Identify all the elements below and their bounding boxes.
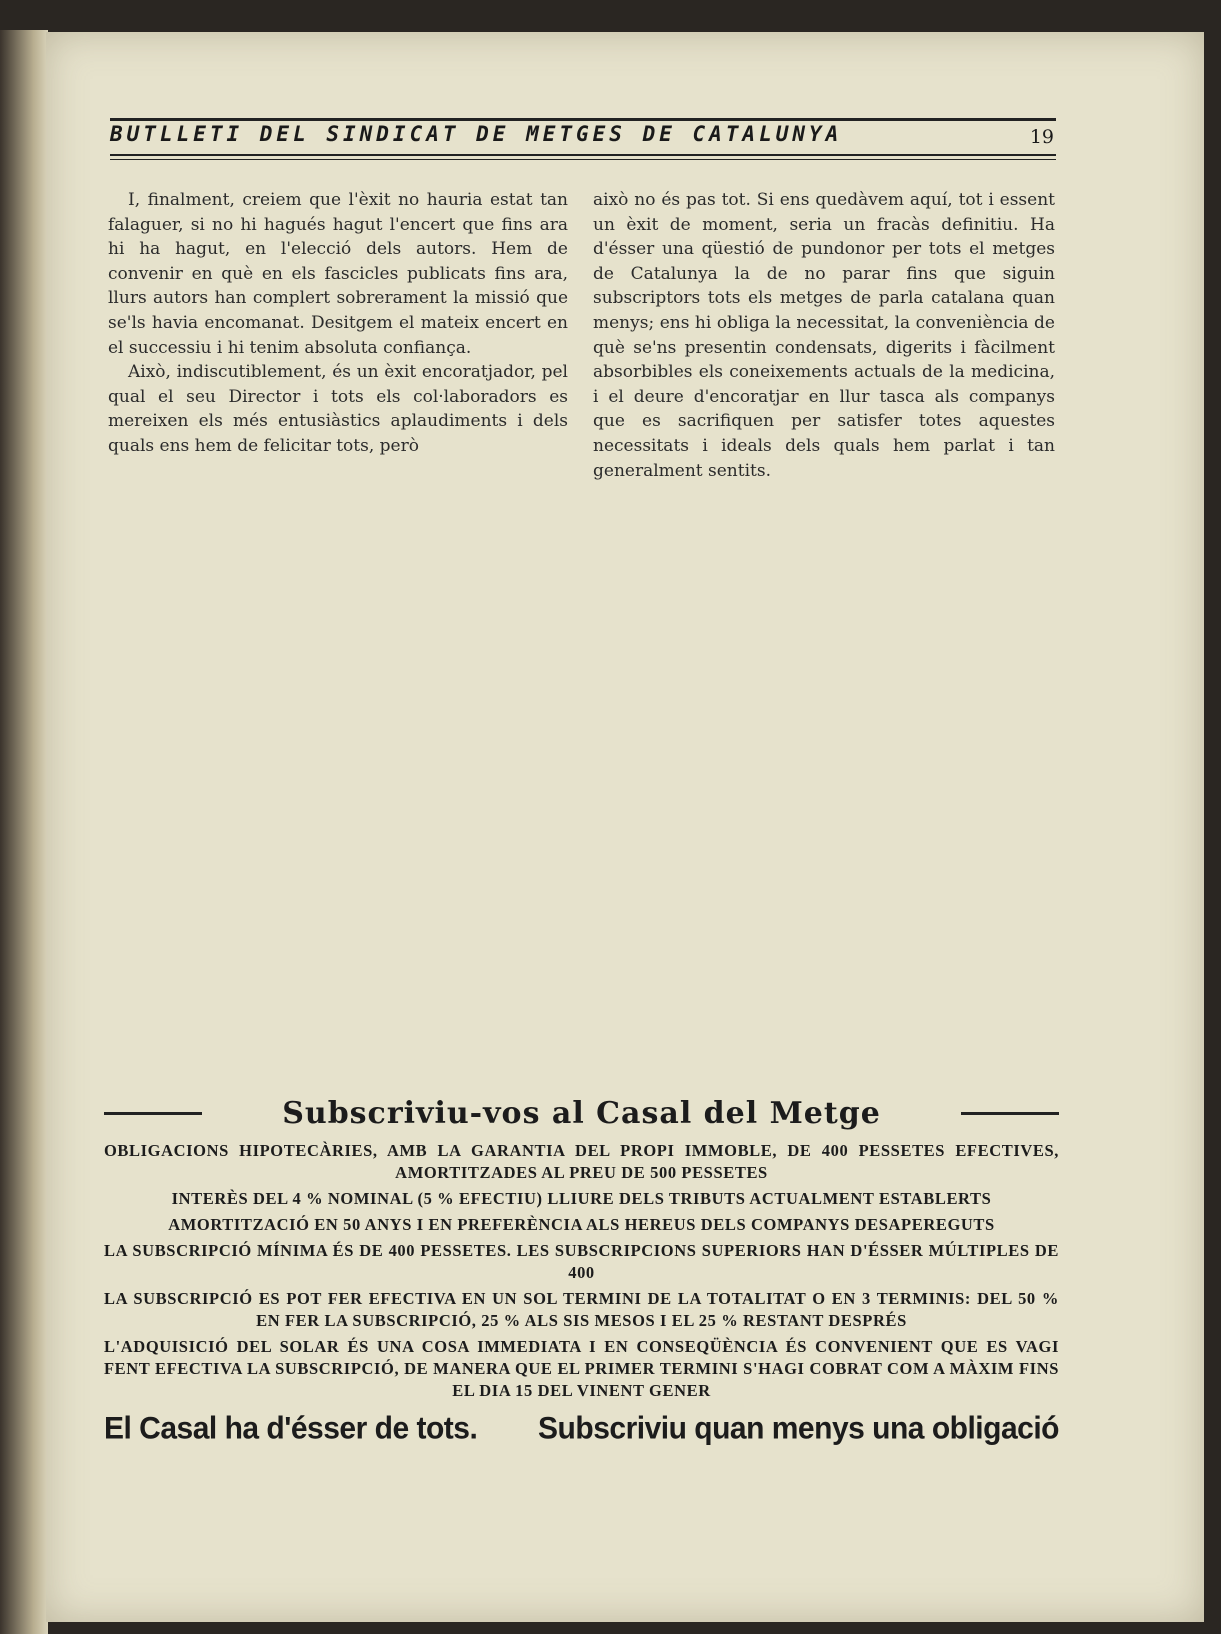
journal-title: BUTLLETI DEL SINDICAT DE METGES DE CATALUNYA: [110, 122, 843, 146]
ad-terms: [104, 1140, 1059, 1402]
paragraph: això no és pas tot. Si ens quedàvem aquí, tot i essent un èxit de moment, seria un fracàs definitiu. Ha d'ésser una qüestió de pundonor per tots el metges de Catalunya la de no parar fins que siguin subscriptors tots els metges de parla catalana quan menys; ens hi obliga la necessitat, la conveniència de què se'ns presentin condensats, digerits i fàcilment absorbibles els coneixements actuals de la medicina, i el deure d'encoratjar en llur tasca als companys que es sacrifiquen per satisfer totes aquestes necessitats i ideals dels quals hem parlat i tan generalment sentits.: [593, 190, 1055, 481]
paragraph: Això, indiscutiblement, és un èxit encoratjador, pel qual el seu Director i tots els col·laboradors es mereixen els més entusiàstics aplaudiments i dels quals ens hem de felicitar tots, però: [108, 362, 568, 456]
header-rule-top: [110, 118, 1056, 121]
ad-title-dash-left: [104, 1112, 202, 1115]
ad-line: L'ADQUISICIÓ DEL SOLAR ÉS UNA COSA IMMEDIATA I EN CONSEQÜÈNCIA ÉS CONVENIENT QUE ES VAGI FENT EFECTIVA LA SUBSCRIPCIÓ, DE MANERA QUE EL PRIMER TERMINI S'HAGI COBRAT COM A MÀXIM FINS EL DIA 15 DEL VINENT GENER: [104, 1337, 1059, 1400]
ad-line: AMORTITZACIÓ EN 50 ANYS I EN PREFERÈNCIA ALS HEREUS DELS COMPANYS DESAPEREGUTS: [168, 1215, 995, 1234]
ad-footer-left: El Casal ha d'ésser de tots.: [104, 1411, 478, 1446]
article-right-column: [593, 188, 1055, 483]
ad-line: LA SUBSCRIPCIÓ ES POT FER EFECTIVA EN UN SOL TERMINI DE LA TOTALITAT O EN 3 TERMINIS: DEL 50 % EN FER LA SUBSCRIPCIÓ, 25 % ALS SIS MESOS I EL 25 % RESTANT DESPRÉS: [104, 1289, 1059, 1330]
article-left-column: [108, 188, 568, 459]
advertisement: [104, 1090, 1059, 1446]
paragraph: I, finalment, creiem que l'èxit no hauria estat tan falaguer, si no hi hagués hagut l'encert que fins ara hi ha hagut, en l'elecció dels autors. Hem de convenir en què en els fascicles publicats fins ara, llurs autors han complert sobrerament la missió que se'ls havia encomanat. Desitgem el mateix encert en el successiu i hi tenim absoluta confiança.: [108, 190, 568, 358]
ad-line: LA SUBSCRIPCIÓ MÍNIMA ÉS DE 400 PESSETES. LES SUBSCRIPCIONS SUPERIORS HAN D'ÉSSER MÚLTIPLES DE 400: [104, 1241, 1059, 1282]
header-rule-bottom-thin: [110, 159, 1056, 160]
ad-line: INTERÈS DEL 4 % NOMINAL (5 % EFECTIU) LLIURE DELS TRIBUTS ACTUALMENT ESTABLERTS: [171, 1189, 992, 1208]
book-spine-shadow: [0, 30, 48, 1634]
ad-title-row: [104, 1090, 1059, 1136]
header-rule-bottom: [110, 154, 1056, 156]
ad-footer: [104, 1411, 1059, 1447]
ad-line: OBLIGACIONS HIPOTECÀRIES, AMB LA GARANTIA DEL PROPI IMMOBLE, DE 400 PESSETES EFECTIVES, AMORTITZADES AL PREU DE 500 PESSETES: [104, 1141, 1059, 1182]
ad-footer-right: Subscriviu quan menys una obligació: [538, 1411, 1059, 1446]
page-number: 19: [1029, 126, 1054, 148]
ad-title: Subscriviu-vos al Casal del Metge: [282, 1095, 881, 1131]
running-head: [110, 110, 1056, 162]
ad-title-dash-right: [961, 1112, 1059, 1115]
